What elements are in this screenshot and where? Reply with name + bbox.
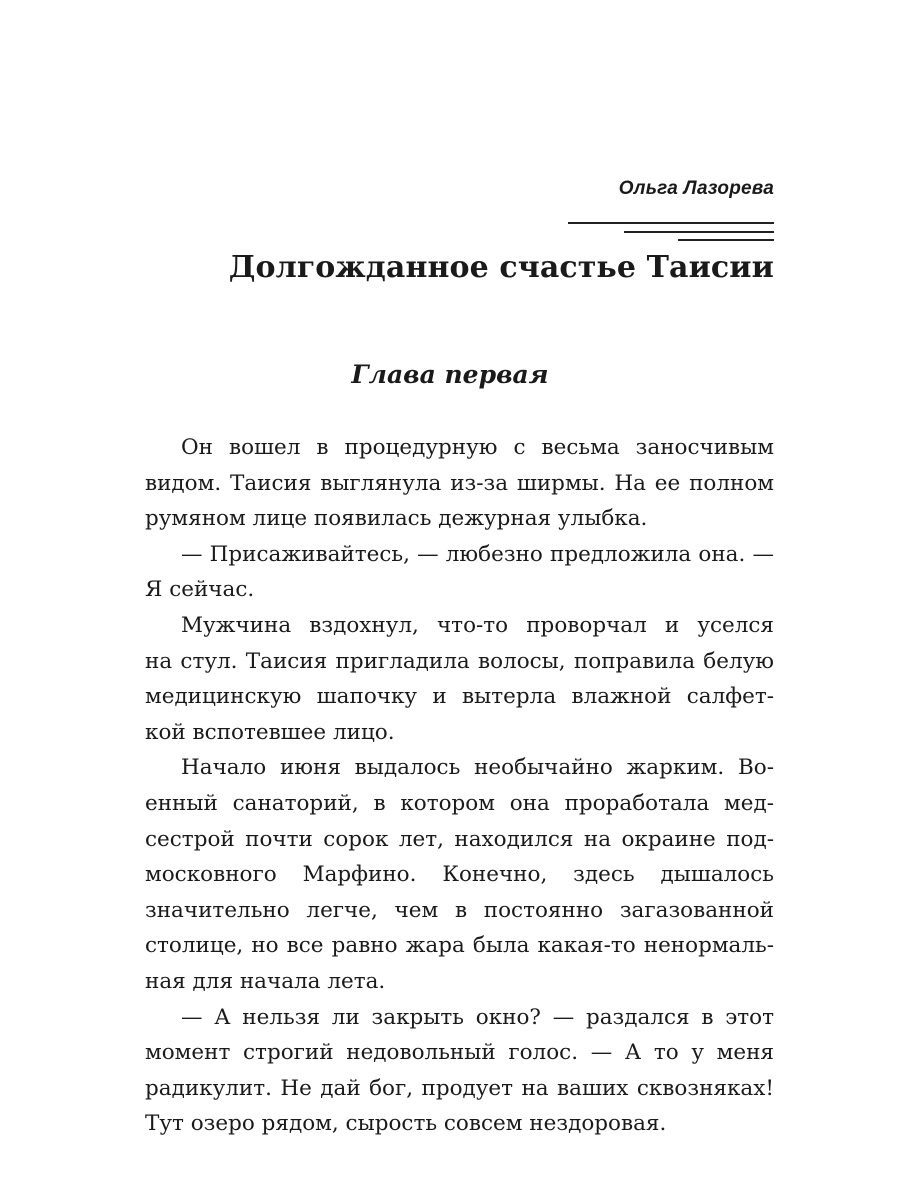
- text-line: медицинскую шапочку и вытерла влажной салфет-: [145, 684, 774, 710]
- text-line: Мужчина вздохнул, что-то проворчал и уселся: [181, 612, 774, 638]
- text-line: румяном лице появилась дежурная улыбка.: [145, 506, 648, 532]
- author-name: Ольга Лазорева: [618, 178, 774, 199]
- text-line: Я сейчас.: [145, 577, 255, 603]
- text-line: видом. Таисия выглянула из-за ширмы. На ее полном: [145, 470, 774, 496]
- text-line: Он вошел в процедурную с весьма заносчивым: [181, 435, 774, 460]
- decorative-rule-2: [624, 231, 774, 233]
- body-text: [145, 430, 774, 1142]
- text-line: на стул. Таисия пригладила волосы, поправила белую: [145, 648, 774, 674]
- text-line: столице, но все равно жара была какая-то ненормаль-: [145, 933, 774, 959]
- text-line: московного Марфино. Конечно, здесь дышалось: [145, 862, 774, 888]
- text-line: радикулит. Не дай бог, продует на ваших сквозняках!: [145, 1075, 774, 1101]
- text-line: значительно легче, чем в постоянно загазованной: [145, 897, 774, 923]
- book-title: Долгожданное счастье Таисии: [228, 250, 774, 285]
- decorative-rule-1: [568, 222, 774, 224]
- text-line: кой вспотевшее лицо.: [145, 719, 395, 745]
- text-line: Начало июня выдалось необычайно жарким. Во-: [181, 755, 774, 781]
- decorative-rule-3: [678, 239, 774, 241]
- text-line: момент строгий недовольный голос. — А то у меня: [145, 1040, 774, 1066]
- text-line: — А нельзя ли закрыть окно? — раздался в этот: [181, 1004, 774, 1030]
- text-line: ная для начала лета.: [145, 968, 386, 994]
- chapter-title: Глава первая: [351, 360, 549, 389]
- text-line: енный санаторий, в котором она проработала мед-: [145, 790, 774, 816]
- text-line: сестрой почти сорок лет, находился на окраине под-: [145, 826, 774, 852]
- text-line: — Присаживайтесь, — любезно предложила она. —: [181, 541, 774, 567]
- text-line: Тут озеро рядом, сырость совсем нездоровая.: [145, 1111, 667, 1137]
